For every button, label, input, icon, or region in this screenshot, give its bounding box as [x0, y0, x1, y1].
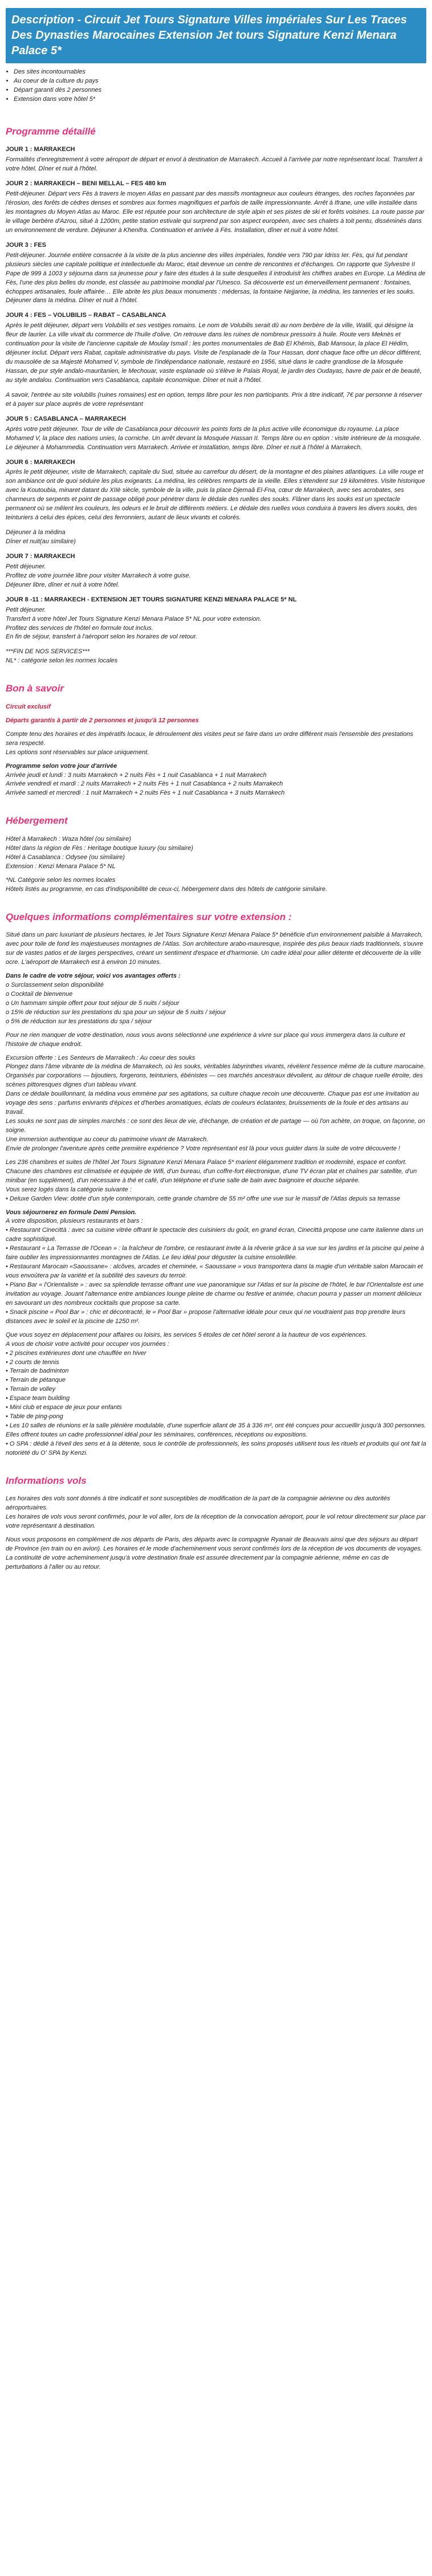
programme-day [6, 552, 426, 590]
day-text: Après votre petit déjeuner. Tour de ville de Casablanca pour découvrir les points forts de la plus active ville économique du royaume. La place Mohamed V, la place des nations unies, la corniche. Un arrêt devant la Mosquée Hassan II. Temps libre ou en option : visite intérieure de la mosquée. Le déjeuner à Mohammedia. Continuation vers Marrakech. Arrivée et installation, temps libre. Dîner et nuit à l'hôtel à Marrakech. [6, 425, 422, 451]
dining-title: Vous séjournerez en formule Demi Pension. [6, 1208, 137, 1216]
dining-list [6, 1217, 426, 1326]
schedule-title: Programme selon votre jour d'arrivée [6, 762, 117, 770]
programme-day [6, 415, 426, 453]
programme-day [6, 528, 426, 547]
list-item: • 2 courts de tennis [6, 1358, 59, 1366]
day-title: JOUR 6 : MARRAKECH [6, 458, 75, 466]
list-item: • Extension dans votre hôtel 5* [14, 95, 426, 104]
list-item: o Un hammam simple offert pour tout séjour de 5 nuits / séjour [6, 999, 180, 1007]
list-item: Hôtel dans la région de Fès : Heritage boutique luxury (ou similaire) [6, 844, 193, 852]
list-item: Arrivée vendredi et mardi : 2 nuits Marrakech + 2 nuits Fès + 1 nuit Casablanca + 2 nuits Marrakech [6, 780, 283, 788]
list-item: • Restaurant Cinecittà : avec sa cuisine vitrée offrant le spectacle des cuisiniers du goût, en grand écran, Cinecittà propose une carte italienne dans un cadre sophistiqué. [6, 1227, 423, 1243]
circuit-exclusif: Circuit exclusif [6, 703, 51, 710]
list-item: Extension : Kenzi Menara Palace 5* NL [6, 862, 116, 870]
day-text: Formalités d'enregistrement à votre aéroport de départ et envol à destination de Marrakech. Accueil à l'arrivée par notre représentant local. Transfert à votre hôtel. Dîner et nuit à l'hôtel. [6, 156, 423, 173]
excursion-text: Excursion offerte : Les Senteurs de Marrakech : Au coeur des souks Plongez dans l'âme vibrante de la médina de Marrakech, où les souks, véritables labyrinthes vivants, révèlent l'essence même de la culture marocaine. Organisés par corporations — bijoutiers, forgerons, teinturiers, ébénistes — ces marchés ancestraux dévoilent, au détour de chaque ruelle étroite, des scènes pittoresques dignes d'un tableau vivant. Dans ce dédale bouillonnant, la médina vous emmène par ses agitations, sa culture chaque recoin une découverte. Chaque pas est une invitation au voyage des sens : parfums enivrants d'épices et d'herbes aromatiques, éclats de couleurs éclatantes, bruissements de la foule et des artisans au travail. Les souks ne sont pas de simples marchés : ce sont des lieux de vie, d'échange, de création et de partage — où l'on achète, on troque, on façonne, on soigne. Une immersion authentique au coeur du patrimoine vivant de Marrakech. Envie de prolonger l'aventure après cette première expérience ? Votre représentant est là pour vous guider dans la suite de votre découverte ! [6, 1054, 426, 1152]
programme-day [6, 311, 426, 385]
list-item: o 15% de réduction sur les prestations du spa pour un séjour de 5 nuits / séjour [6, 1008, 226, 1016]
list-item: • Terrain de badminton [6, 1368, 69, 1375]
extension-heading: Quelques informations complémentaires sur votre extension : [6, 911, 292, 922]
list-item: • Table de ping-pong [6, 1413, 63, 1421]
day-text: Petit déjeuner. Transfert à votre hôtel Jet Tours Signature Kenzi Menara Palace 5* NL pour votre extension. Profitez des services de l'hôtel en formule tout inclus. En fin de séjour, transfert à l'aéroport selon les horaires de vol retour. [6, 606, 262, 641]
day-text: A savoir, l'entrée au site volubilis (ruines romaines) est en option, temps libre pour les non participants. Prix à titre indicatif, 7€ par personne à réserver et à payer sur place auprès de votre représentant [6, 391, 422, 408]
bon-savoir-text: Compte tenu des horaires et des impératifs locaux, le déroulement des visites peut se faire dans un ordre différent mais l'ensemble des prestations sera respecté. Les options sont réservables sur place uniquement. [6, 730, 414, 756]
bonus-list [6, 981, 426, 1027]
extension-text: Pour ne rien manquer de votre destination, nous vous avons sélectionné une expérience à vivre sur place qui vous immergera dans la culture et l'histoire de chaque endroit. [6, 1031, 405, 1048]
day-text: Après le petit déjeuner, visite de Marrakech, capitale du Sud, située au carrefour du désert, de la montagne et des plaines atlantiques. La ville rouge et son ambiance ont de quoi séduire les plus exigeants. La médina, les célèbres remparts de la vieille. Elles s'étendent sur 19 kilomètres. Visite historique avec la Koutoubia, minaret datant du XIIè siècle, symbole de la ville, puis la place Djemaâ El-Fna, cœur de Marrakech, avec ses acrobates, ses charmeurs de serpents et point de passage obligé pour pénétrer dans le dédale des ruelles des souks. Flâner dans les souks est un spectacle permanent où se mêlent les couleurs, les odeurs et le bruit de différents métiers. Le dédale des ruelles vous conduira à travers les divers souks, des teinturiers à celui des épices, celui des ferronniers, autant de lieux vivants et colorés. [6, 469, 425, 522]
list-item: • Terrain de pétanque [6, 1377, 66, 1384]
page-title: Description - Circuit Jet Tours Signature Villes impériales Sur Les Traces Des Dynasties Marocaines Extension Jet tours Signature Kenzi Menara Palace 5* [11, 14, 407, 57]
programme-day [6, 145, 426, 174]
programme-day [6, 241, 426, 306]
day-title: JOUR 8 -11 : MARRAKECH - EXTENSION JET TOURS SIGNATURE KENZI MENARA PALACE 5* NL [6, 596, 297, 603]
infos-vols-text-2: Nous vous proposons en complément de nos départs de Paris, des départs avec la compagnie Ryanair de Beauvais ainsi que des séjours au départ de Province (en train ou en avion). Les horaires et le mode d'acheminement vous seront confirmés lors de la réception de vos documents de voyages. La continuité de votre acheminement jusqu'à votre destination finale est assurée directement par la compagnie aérienne, même en cas de perturbations à l'aller ou au retour. [6, 1536, 422, 1571]
programme-day [6, 180, 426, 235]
hebergement-note: *NL Catégorie selon les normes locales Hôtels listés au programme, en cas d'indisponibilité de ceux-ci, hébergement dans des hôtels de catégorie similaire. [6, 876, 328, 893]
programme-day [6, 648, 426, 666]
list-item: • Mini club et espace de jeux pour enfants [6, 1404, 122, 1411]
list-item: • Piano Bar « l'Orientaliste » : avec sa splendide terrasse offrant une vue panoramique sur l'Atlas et sur la piscine de l'hôtel, le bar l'Orientaliste est une invitation au voyage. Jouant l'alternance entre ambiances lounge pleine de charme ou festive et animée, chacun pourra y passer un moment délicieux en savourant un des nombreux cocktails que propose sa carte. [6, 1281, 424, 1307]
programme-day [6, 596, 426, 642]
departs-garantis: Départs garantis à partir de 2 personnes et jusqu'à 12 personnes [6, 717, 199, 724]
programme-days [6, 145, 426, 666]
list-item: • Les 10 salles de réunions et la salle plénière modulable, d'une superficie allant de 35 à 336 m², ont été conçues pour accueillir jusqu'à 300 personnes. Elles offrent toutes un cadre professionnel idéal pour les séminaires, conférences, réceptions ou expositions. [6, 1422, 426, 1438]
list-item: Arrivée samedi et mercredi : 1 nuit Marrakech + 2 nuits Fès + 1 nuit Casablanca + 3 nuits Marrakech [6, 790, 285, 797]
day-text: Petit déjeuner. Profitez de votre journée libre pour visiter Marrakech à votre guise. Déjeuner libre, dîner et nuit à votre hôtel. [6, 563, 191, 588]
hebergement-list [6, 835, 426, 872]
day-text: Déjeuner à la médina Dîner et nuit(au similaire) [6, 529, 76, 546]
day-text: Après le petit déjeuner, départ vers Volubilis et ses vestiges romains. Le nom de Volubilis serait dû au nom berbère de la ville, Walili, qui désigne la fleur de laurier. La ville vivait du commerce de l'huile d'olive. On retrouve dans les ruines de nombreux pressoirs à huile. Route vers Meknès et continuation pour la visite de l'ancienne capitale de Moulay Ismaïl : les portes monumentales de Bab El Khémis, Bab Mansour, la place El Hédim, déjeuner inclut. Départ vers Rabat, capitale administrative du pays. Visite de l'esplanade de la Tour Hassan, dont chaque face offre un décor différent, du mausolée de sa Majesté Mohamed V, symbole de l'indépendance nationale, restauré en 1956, situé dans le cadre grandiose de la Mosquée Hassan, de pur style andalo-mauritanien, le Mechouar, vaste esplanade où s'élève le Palais Royal, le jardin des Oudayas, havre de paix et de beauté, au style andalou. Continuation vers Casablanca, capitale économique. Dîner et nuit à l'hôtel. [6, 322, 422, 384]
list-item: • Espace team building [6, 1395, 70, 1402]
list-item: • Terrain de volley [6, 1386, 56, 1393]
list-item: Arrivée jeudi et lundi : 3 nuits Marrakech + 2 nuits Fès + 1 nuit Casablanca + 1 nuit Marrakech [6, 771, 267, 779]
list-item: • Restaurant « La Terrasse de l'Ocean » : la fraîcheur de l'ombre, ce restaurant invite à la rêverie grâce à sa vue sur les jardins et la piscine qui peine à faire oublier les impressionnantes montagnes de l'Atlas. Le lieu idéal pour déguster la cuisine ensoleillée. [6, 1245, 425, 1261]
list-item: o Surclassement selon disponibilité [6, 981, 104, 988]
hebergement-heading: Hébergement [6, 815, 68, 827]
day-text: Petit-déjeuner. Départ vers Fès à travers le moyen Atlas en passant par des massifs montagneux aux couleurs étranges, des roches façonnées par l'érosion, des forêts de cèdres denses et sombres aux formes magnifiques et parfois de taille impressionnante. Arrêt à Ifrane, une ville installée dans les montagnes du Moyen Atlas au Maroc. Elle est réputée pour son architecture de style alpin et ses pistes de ski et forêts voisines. La route passe par le village berbère d'Azrou, situé à 1200m, petite station estivale qui surprend par son aspect européen, avec ses chalets à toit pentu, disséminés dans un environnement de verdure. Déjeuner à Khenifra. Continuation et arrivée à Fès. Installation, dîner et nuit à votre hôtel. [6, 190, 425, 234]
list-item: o 5% de réduction sur les prestations du spa / séjour [6, 1018, 152, 1025]
list-item: A votre disposition, plusieurs restaurants et bars : [6, 1218, 143, 1225]
day-text: ***FIN DE NOS SERVICES*** NL* : catégorie selon les normes locales [6, 648, 118, 665]
day-title: JOUR 1 : MARRAKECH [6, 146, 75, 153]
bon-savoir-heading: Bon à savoir [6, 683, 64, 694]
programme-heading: Programme détaillé [6, 125, 96, 137]
programme-day [6, 458, 426, 523]
day-title: JOUR 7 : MARRAKECH [6, 552, 75, 560]
list-item: • Snack piscine « Pool Bar » : chic et décontracté, le « Pool Bar » propose l'alternative idéale pour ceux qui ne voudraient pas trop prendre leurs distances avec le soleil et la piscine de 1250 m². [6, 1308, 406, 1325]
extension-intro: Situé dans un parc luxuriant de plusieurs hectares, le Jet Tours Signature Kenzi Menara Palace 5* bénéficie d'un environnement paisible à Marrakech, avec pour toile de fond les majestueuses montagnes de l'Atlas. Son architecture arabo-mauresque, inspirée des plus beaux riads traditionnels, s'ouvre sur de vastes patios et de larges perspectives, créant un sentiment d'espace et d'harmonie. Un cadre idéal pour allier détente et découverte de la ville ocre. L'aéroport de Marrakech est à environ 10 minutes. [6, 931, 423, 966]
day-title: JOUR 3 : FES [6, 241, 46, 249]
list-item: • Au coeur de la culture du pays [14, 77, 426, 86]
infos-vols-text-1: Les horaires des vols sont donnés à titre indicatif et sont susceptibles de modification de la part de la compagnie aérienne ou des autorités aéroportuaires. Les horaires de vols vous seront confirmés, pour le vol aller, lors de la réception de la convocation aéroport, pour le vol retour directement sur place par votre représentant à destination. [6, 1495, 426, 1530]
list-item: • Départ garanti dès 2 personnes [14, 86, 426, 95]
list-item: Hôtel à Marrakech : Waza hôtel (ou similaire) [6, 835, 131, 843]
activities-intro: Que vous soyez en déplacement pour affaires ou loisirs, les services 5 étoiles de cet hôtel seront à la hauteur de vos expériences. A vous de choisir votre activité pour occuper vos journées : [6, 1331, 368, 1348]
list-item: o Cocktail de bienvenue [6, 990, 73, 998]
infos-vols-heading: Informations vols [6, 1475, 87, 1486]
list-item: • Restaurant Marocain «Saoussane» : alcôves, arcades et cheminée, « Saoussane » vous transportera dans la magie d'un véritable salon Marocain et vous envoûtera par la variété et la subtilité des saveurs du terroir. [6, 1263, 423, 1280]
list-item: • 2 piscines extérieures dont une chauffée en hiver [6, 1349, 146, 1357]
schedule-list [6, 771, 426, 799]
day-title: JOUR 4 : FES – VOLUBILIS – RABAT – CASABLANCA [6, 312, 166, 319]
rooms-text: Les 236 chambres et suites de l'hôtel Jet Tours Signature Kenzi Menara Palace 5* marient élégamment tradition et modernité, espace et confort. Chacune des chambres est climatisée et équipée de Wifi, d'un bureau, d'un coffre-fort électronique, d'une TV écran plat et chaînes par satellite, d'un minibar (en supplément), d'un nécessaire à thé et café, d'un téléphone et d'une salle de bain avec baignoire et douche séparée. Vous serez logés dans la catégorie suivante : • Deluxe Garden View: dotée d'un style contemporain, cette grande chambre de 55 m² offre une vue sur le massif de l'Atlas depuis sa terrasse [6, 1158, 417, 1202]
title-bar [6, 8, 426, 63]
day-title: JOUR 5 : CASABLANCA – MARRAKECH [6, 415, 127, 422]
day-title: JOUR 2 : MARRAKECH – BENI MELLAL – FES 480 km [6, 180, 166, 188]
activities-list [6, 1349, 426, 1458]
day-text: Petit-déjeuner. Journée entière consacrée à la visite de la plus ancienne des villes impériales, fondée vers 790 par Idriss Ier. Fès, qui fut pendant plusieurs siècles une capitale politique et intellectuelle du Maroc, était devenue un centre de rencontres et d'échanges. On rapporte que Sylvestre II Pape de 999 à 1003 y séjourna dans sa jeunesse pour y faire des études à la suite desquelles il introduisit les chiffres arabes en Europe. La Médina de Fès, l'une des plus belles du monde, est classée au patrimoine mondial par l'Unesco. Sa découverte est un émerveillement permanent : fontaines, échoppes artisanales, foule affairée… Elle abrite les plus beaux monuments : médersas, la fontaine Nejjarine, la médina, les tanneries et les souks. Déjeuner dans la médina. Dîner et nuit à l'hôtel. [6, 251, 426, 304]
list-item: • Des sites incontournables [14, 68, 426, 77]
highlights-list [6, 68, 426, 104]
list-item: Hôtel à Casablanca : Odysee (ou similaire) [6, 853, 125, 861]
list-item: • O SPA : dédié à l'éveil des sens et à la détente, sous le contrôle de professionnels, les soins proposés utilisent tous les rituels et produits qui ont fait la notoriété du O' SPA by Kenzi. [6, 1440, 426, 1456]
programme-day [6, 391, 426, 409]
bonus-title: Dans le cadre de votre séjour, voici vos avantages offerts : [6, 972, 181, 979]
